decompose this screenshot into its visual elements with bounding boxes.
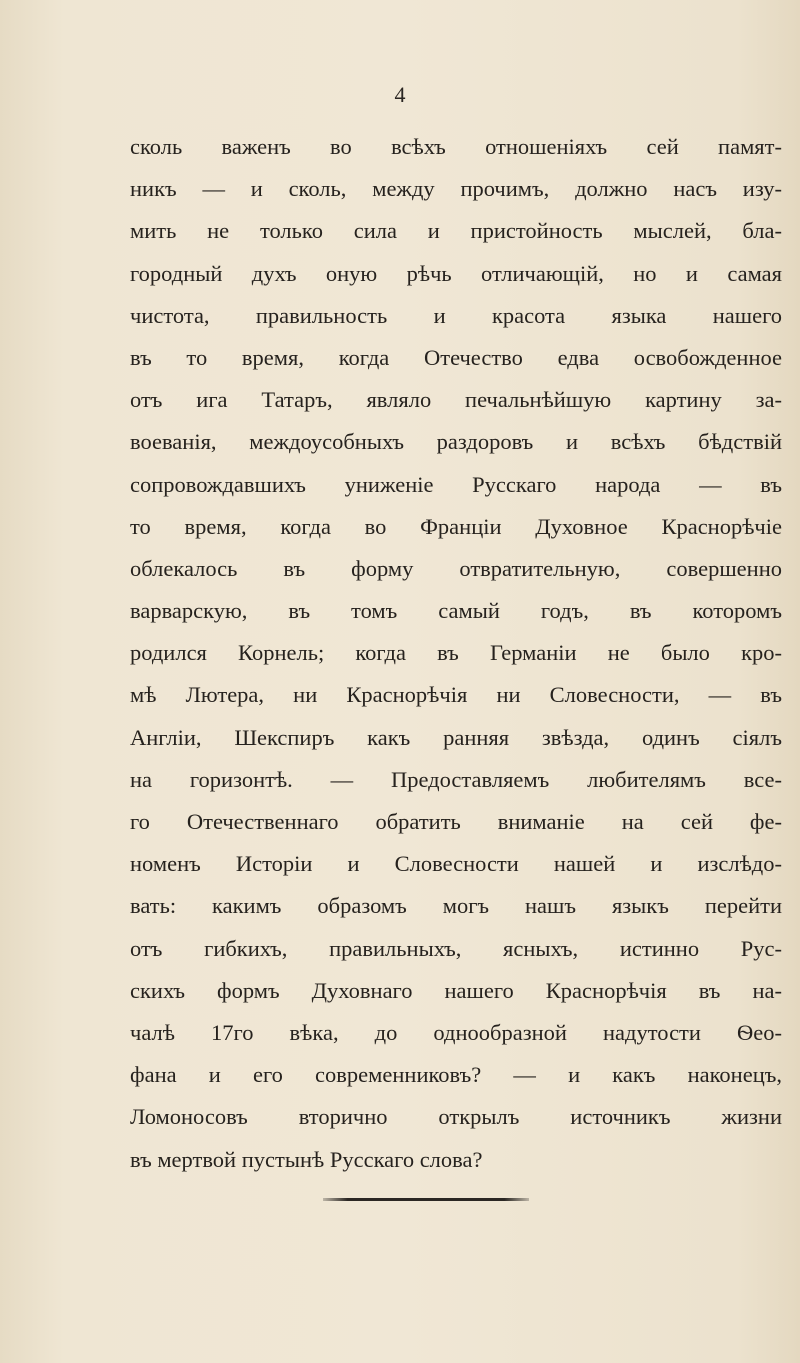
text-line: варварскую, въ томъ самый годъ, въ которомъ [130, 598, 782, 624]
text-line: сколь важенъ во всѣхъ отношеніяхъ сей памят- [130, 134, 782, 159]
text-line: въ то время, когда Отечество едва освобожденное [130, 344, 782, 370]
text-line: вать: какимъ образомъ могъ нашъ языкъ перейти [130, 893, 782, 919]
text-line: родился Корнель; когда въ Германіи не было кро- [130, 640, 782, 666]
body-text [130, 126, 782, 1181]
text-line: скихъ формъ Духовнаго нашего Краснорѣчія въ на- [130, 977, 782, 1003]
text-line: на горизонтѣ. — Предоставляемъ любителямъ все- [130, 766, 782, 792]
text-line: чистота, правильность и красота языка нашего [130, 302, 782, 328]
text-line: го Отечественнаго обратить вниманіе на сей фе- [130, 809, 782, 834]
text-line: въ мертвой пустынѣ Русскаго слова? [130, 1146, 483, 1172]
text-line: воеванія, междоусобныхъ раздоровъ и всѣхъ бѣдствій [130, 429, 782, 455]
text-line: Англіи, Шекспиръ какъ ранняя звѣзда, одинъ сіялъ [130, 724, 782, 750]
text-line: облекалось въ форму отвратительную, совершенно [130, 555, 782, 581]
section-divider [323, 1198, 529, 1201]
text-line: отъ гибкихъ, правильныхъ, ясныхъ, истинно Рус- [130, 935, 782, 961]
text-line: отъ ига Татаръ, являло печальнѣйшую картину за- [130, 387, 782, 413]
text-line: мить не только сила и пристойность мыслей, бла- [130, 218, 782, 244]
text-line: мѣ Лютера, ни Краснорѣчія ни Словесности, — въ [130, 682, 782, 708]
text-line: городный духъ оную рѣчь отличающій, но и самая [130, 260, 782, 286]
text-line: никъ — и сколь, между прочимъ, должно насъ изу- [130, 176, 782, 202]
text-line: фана и его современниковъ? — и какъ наконецъ, [130, 1062, 782, 1088]
text-line: сопровождавшихъ униженіе Русскаго народа — въ [130, 471, 782, 497]
text-line: Ломоносовъ вторично открылъ источникъ жизни [130, 1104, 782, 1130]
text-line: то время, когда во Франціи Духовное Краснорѣчіе [130, 513, 782, 539]
text-line: номенъ Исторіи и Словесности нашей и изслѣдо- [130, 851, 782, 877]
text-line: чалѣ 17го вѣка, до однообразной надутости Ѳео- [130, 1019, 782, 1045]
page-number: 4 [394, 82, 406, 107]
